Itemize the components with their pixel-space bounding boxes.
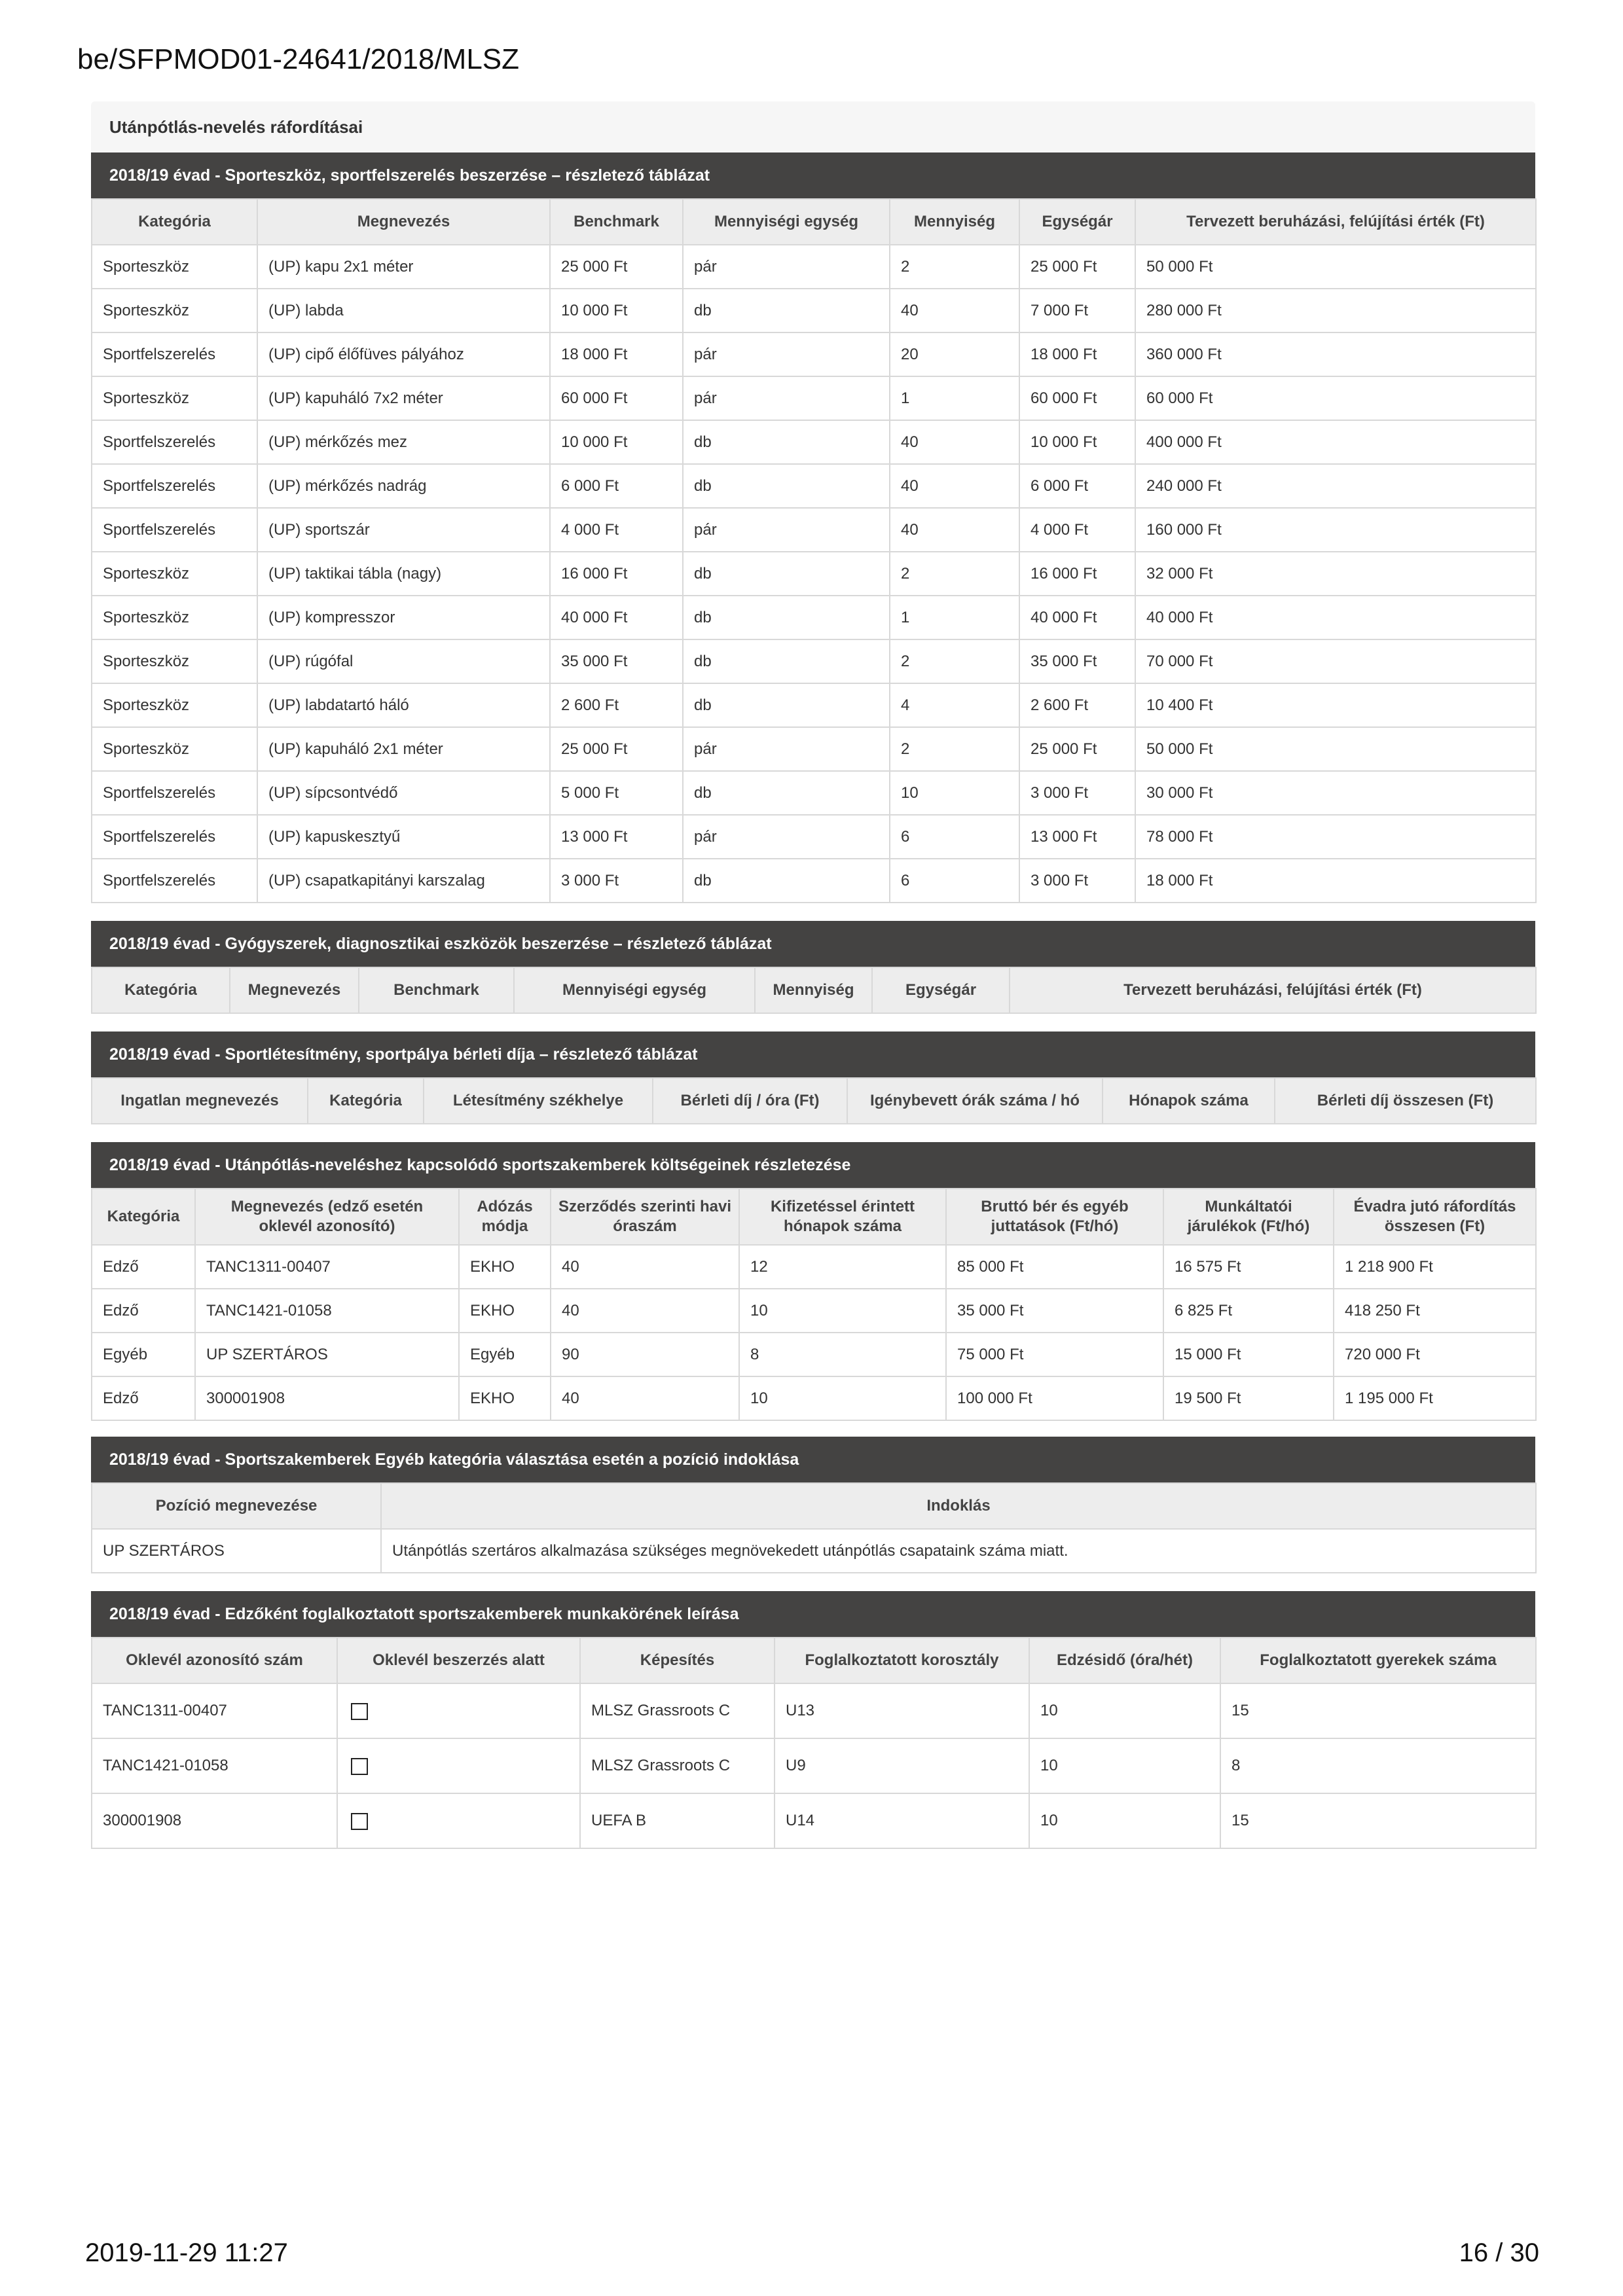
table-cell: 10 bbox=[890, 771, 1019, 815]
column-header: Tervezett beruházási, felújítási érték (Ft) bbox=[1135, 199, 1536, 245]
table-cell: Sportfelszerelés bbox=[92, 859, 257, 903]
table-row bbox=[92, 1376, 1536, 1420]
table-cell: Edző bbox=[92, 1245, 195, 1289]
table-row bbox=[92, 683, 1536, 727]
table-cell: 16 000 Ft bbox=[550, 552, 683, 596]
table-cell: pár bbox=[683, 376, 890, 420]
table-cell: 6 000 Ft bbox=[1019, 464, 1135, 508]
table-cell: Utánpótlás szertáros alkalmazása szükséges megnövekedett utánpótlás csapataink száma miatt. bbox=[381, 1529, 1536, 1573]
column-header: Kifizetéssel érintett hónapok száma bbox=[739, 1189, 946, 1245]
table-cell: (UP) labda bbox=[257, 289, 550, 332]
table-cell: 40 bbox=[890, 508, 1019, 552]
table-cell: 40 000 Ft bbox=[550, 596, 683, 639]
table-cell: 25 000 Ft bbox=[550, 245, 683, 289]
table-row bbox=[92, 596, 1536, 639]
table-cell: 18 000 Ft bbox=[1019, 332, 1135, 376]
table-cell: 40 bbox=[890, 289, 1019, 332]
other-position-table-title: 2018/19 évad - Sportszakemberek Egyéb kategória választása esetén a pozíció indoklása bbox=[91, 1437, 1535, 1482]
column-header: Évadra jutó ráfordítás összesen (Ft) bbox=[1334, 1189, 1536, 1245]
table-cell: (UP) taktikai tábla (nagy) bbox=[257, 552, 550, 596]
table-cell: U13 bbox=[775, 1683, 1029, 1738]
table-cell: 16 575 Ft bbox=[1163, 1245, 1334, 1289]
table-cell: 13 000 Ft bbox=[550, 815, 683, 859]
table-cell: 25 000 Ft bbox=[550, 727, 683, 771]
table-cell: db bbox=[683, 683, 890, 727]
table-cell: Sportfelszerelés bbox=[92, 508, 257, 552]
table-row bbox=[92, 1738, 1536, 1793]
table-cell: (UP) sportszár bbox=[257, 508, 550, 552]
rental-header-row bbox=[92, 1078, 1536, 1124]
table-cell: Sporteszköz bbox=[92, 683, 257, 727]
table-cell: Sportfelszerelés bbox=[92, 771, 257, 815]
table-cell: 6 bbox=[890, 859, 1019, 903]
table-cell: 1 195 000 Ft bbox=[1334, 1376, 1536, 1420]
table-cell: 2 bbox=[890, 639, 1019, 683]
table-row bbox=[92, 376, 1536, 420]
table-cell: 6 825 Ft bbox=[1163, 1289, 1334, 1333]
column-header: Foglalkoztatott gyerekek száma bbox=[1220, 1638, 1536, 1683]
table-cell: MLSZ Grassroots C bbox=[580, 1738, 775, 1793]
table-cell: 300001908 bbox=[92, 1793, 337, 1848]
table-cell: 13 000 Ft bbox=[1019, 815, 1135, 859]
table-cell: UP SZERTÁROS bbox=[195, 1333, 459, 1376]
table-cell: 50 000 Ft bbox=[1135, 727, 1536, 771]
rental-table bbox=[91, 1077, 1537, 1124]
table-cell: 40 bbox=[551, 1376, 739, 1420]
table-cell: 3 000 Ft bbox=[1019, 771, 1135, 815]
column-header: Munkáltatói járulékok (Ft/hó) bbox=[1163, 1189, 1334, 1245]
in-progress-cell bbox=[337, 1793, 580, 1848]
coaches-header-row bbox=[92, 1638, 1536, 1683]
column-header: Bérleti díj / óra (Ft) bbox=[653, 1078, 847, 1124]
column-header: Adózás módja bbox=[459, 1189, 551, 1245]
table-cell: 60 000 Ft bbox=[550, 376, 683, 420]
table-cell: (UP) kapuháló 7x2 méter bbox=[257, 376, 550, 420]
table-cell: 2 600 Ft bbox=[1019, 683, 1135, 727]
table-cell: 7 000 Ft bbox=[1019, 289, 1135, 332]
table-cell: 400 000 Ft bbox=[1135, 420, 1536, 464]
other-position-table bbox=[91, 1482, 1537, 1573]
table-cell: 4 000 Ft bbox=[1019, 508, 1135, 552]
table-cell: db bbox=[683, 289, 890, 332]
table-cell: 5 000 Ft bbox=[550, 771, 683, 815]
table-cell: 1 bbox=[890, 596, 1019, 639]
table-cell: 32 000 Ft bbox=[1135, 552, 1536, 596]
table-cell: pár bbox=[683, 245, 890, 289]
table-cell: EKHO bbox=[459, 1376, 551, 1420]
footer-page-number: 16 / 30 bbox=[1459, 2238, 1539, 2267]
table-cell: 10 bbox=[1029, 1683, 1220, 1738]
table-cell: Sportfelszerelés bbox=[92, 815, 257, 859]
table-row bbox=[92, 859, 1536, 903]
table-cell: 2 600 Ft bbox=[550, 683, 683, 727]
table-cell: 300001908 bbox=[195, 1376, 459, 1420]
table-cell: 85 000 Ft bbox=[946, 1245, 1163, 1289]
other-position-header-row bbox=[92, 1483, 1536, 1529]
column-header: Szerződés szerinti havi óraszám bbox=[551, 1189, 739, 1245]
table-cell: 2 bbox=[890, 727, 1019, 771]
table-cell: 10 bbox=[1029, 1738, 1220, 1793]
table-cell: 40 bbox=[551, 1289, 739, 1333]
column-header: Benchmark bbox=[359, 967, 514, 1013]
column-header: Foglalkoztatott korosztály bbox=[775, 1638, 1029, 1683]
table-cell: 3 000 Ft bbox=[1019, 859, 1135, 903]
table-cell: 4 000 Ft bbox=[550, 508, 683, 552]
table-cell: (UP) kompresszor bbox=[257, 596, 550, 639]
column-header: Mennyiségi egység bbox=[683, 199, 890, 245]
table-cell: pár bbox=[683, 727, 890, 771]
table-cell: 10 bbox=[739, 1376, 946, 1420]
table-cell: 10 400 Ft bbox=[1135, 683, 1536, 727]
table-cell: 1 218 900 Ft bbox=[1334, 1245, 1536, 1289]
section-title: Utánpótlás-nevelés ráfordításai bbox=[91, 101, 1535, 152]
table-cell: 10 000 Ft bbox=[1019, 420, 1135, 464]
table-cell: U14 bbox=[775, 1793, 1029, 1848]
table-cell: 78 000 Ft bbox=[1135, 815, 1536, 859]
table-cell: Sporteszköz bbox=[92, 596, 257, 639]
equipment-header-row bbox=[92, 199, 1536, 245]
table-cell: 90 bbox=[551, 1333, 739, 1376]
table-cell: Sporteszköz bbox=[92, 245, 257, 289]
table-cell: 40 bbox=[890, 420, 1019, 464]
table-row bbox=[92, 815, 1536, 859]
column-header: Benchmark bbox=[550, 199, 683, 245]
table-cell: 60 000 Ft bbox=[1135, 376, 1536, 420]
table-cell: (UP) kapuháló 2x1 méter bbox=[257, 727, 550, 771]
table-cell: 100 000 Ft bbox=[946, 1376, 1163, 1420]
column-header: Igénybevett órák száma / hó bbox=[847, 1078, 1103, 1124]
column-header: Kategória bbox=[92, 967, 230, 1013]
table-cell: UP SZERTÁROS bbox=[92, 1529, 381, 1573]
column-header: Kategória bbox=[308, 1078, 424, 1124]
table-cell: 40 000 Ft bbox=[1019, 596, 1135, 639]
column-header: Ingatlan megnevezés bbox=[92, 1078, 308, 1124]
table-cell: Egyéb bbox=[459, 1333, 551, 1376]
column-header: Hónapok száma bbox=[1103, 1078, 1275, 1124]
column-header: Bérleti díj összesen (Ft) bbox=[1275, 1078, 1536, 1124]
table-cell: 40 000 Ft bbox=[1135, 596, 1536, 639]
table-row bbox=[92, 1333, 1536, 1376]
medicine-table bbox=[91, 967, 1537, 1014]
table-cell: (UP) rúgófal bbox=[257, 639, 550, 683]
in-progress-cell bbox=[337, 1683, 580, 1738]
table-cell: 25 000 Ft bbox=[1019, 727, 1135, 771]
table-cell: 18 000 Ft bbox=[1135, 859, 1536, 903]
table-cell: Edző bbox=[92, 1376, 195, 1420]
coaches-table bbox=[91, 1637, 1537, 1849]
column-header: Képesítés bbox=[580, 1638, 775, 1683]
table-cell: 30 000 Ft bbox=[1135, 771, 1536, 815]
table-row bbox=[92, 289, 1536, 332]
checkbox[interactable] bbox=[351, 1703, 368, 1720]
table-cell: 25 000 Ft bbox=[1019, 245, 1135, 289]
table-cell: Edző bbox=[92, 1289, 195, 1333]
table-cell: db bbox=[683, 420, 890, 464]
table-cell: 70 000 Ft bbox=[1135, 639, 1536, 683]
table-cell: (UP) sípcsontvédő bbox=[257, 771, 550, 815]
table-cell: 40 bbox=[551, 1245, 739, 1289]
table-row bbox=[92, 245, 1536, 289]
table-cell: 2 bbox=[890, 552, 1019, 596]
table-row bbox=[92, 1245, 1536, 1289]
column-header: Mennyiségi egység bbox=[514, 967, 755, 1013]
staff-costs-table bbox=[91, 1188, 1537, 1421]
table-cell: 8 bbox=[739, 1333, 946, 1376]
table-cell: 12 bbox=[739, 1245, 946, 1289]
table-row bbox=[92, 1289, 1536, 1333]
medicine-table-title: 2018/19 évad - Gyógyszerek, diagnosztikai eszközök beszerzése – részletező táblázat bbox=[91, 921, 1535, 967]
table-cell: db bbox=[683, 859, 890, 903]
table-cell: (UP) mérkőzés nadrág bbox=[257, 464, 550, 508]
table-cell: EKHO bbox=[459, 1245, 551, 1289]
column-header: Kategória bbox=[92, 199, 257, 245]
table-cell: 240 000 Ft bbox=[1135, 464, 1536, 508]
column-header: Egységár bbox=[1019, 199, 1135, 245]
table-cell: 50 000 Ft bbox=[1135, 245, 1536, 289]
table-cell: 35 000 Ft bbox=[1019, 639, 1135, 683]
in-progress-cell bbox=[337, 1738, 580, 1793]
table-cell: EKHO bbox=[459, 1289, 551, 1333]
table-cell: db bbox=[683, 639, 890, 683]
table-cell: 60 000 Ft bbox=[1019, 376, 1135, 420]
table-cell: db bbox=[683, 771, 890, 815]
medicine-header-row bbox=[92, 967, 1536, 1013]
equipment-table bbox=[91, 198, 1537, 903]
table-cell: Sporteszköz bbox=[92, 639, 257, 683]
column-header: Pozíció megnevezése bbox=[92, 1483, 381, 1529]
table-cell: 3 000 Ft bbox=[550, 859, 683, 903]
column-header: Egységár bbox=[872, 967, 1010, 1013]
column-header: Indoklás bbox=[381, 1483, 1536, 1529]
column-header: Megnevezés (edző esetén oklevél azonosító) bbox=[195, 1189, 459, 1245]
table-cell: 35 000 Ft bbox=[550, 639, 683, 683]
table-cell: Sporteszköz bbox=[92, 552, 257, 596]
table-cell: (UP) csapatkapitányi karszalag bbox=[257, 859, 550, 903]
table-cell: 280 000 Ft bbox=[1135, 289, 1536, 332]
table-cell: Egyéb bbox=[92, 1333, 195, 1376]
table-cell: 418 250 Ft bbox=[1334, 1289, 1536, 1333]
table-row bbox=[92, 727, 1536, 771]
table-cell: (UP) labdatartó háló bbox=[257, 683, 550, 727]
table-row bbox=[92, 464, 1536, 508]
table-cell: 2 bbox=[890, 245, 1019, 289]
table-cell: 8 bbox=[1220, 1738, 1536, 1793]
table-cell: UEFA B bbox=[580, 1793, 775, 1848]
table-cell: pár bbox=[683, 332, 890, 376]
table-cell: 360 000 Ft bbox=[1135, 332, 1536, 376]
table-cell: 15 000 Ft bbox=[1163, 1333, 1334, 1376]
column-header: Oklevél beszerzés alatt bbox=[337, 1638, 580, 1683]
equipment-table-title: 2018/19 évad - Sporteszköz, sportfelszerelés beszerzése – részletező táblázat bbox=[91, 152, 1535, 198]
table-cell: 16 000 Ft bbox=[1019, 552, 1135, 596]
column-header: Kategória bbox=[92, 1189, 195, 1245]
table-cell: db bbox=[683, 552, 890, 596]
table-cell: 18 000 Ft bbox=[550, 332, 683, 376]
table-cell: db bbox=[683, 596, 890, 639]
table-cell: 19 500 Ft bbox=[1163, 1376, 1334, 1420]
table-cell: 10 000 Ft bbox=[550, 420, 683, 464]
table-cell: TANC1311-00407 bbox=[195, 1245, 459, 1289]
coaches-table-title: 2018/19 évad - Edzőként foglalkoztatott sportszakemberek munkakörének leírása bbox=[91, 1591, 1535, 1637]
table-cell: Sporteszköz bbox=[92, 727, 257, 771]
table-cell: TANC1311-00407 bbox=[92, 1683, 337, 1738]
table-row bbox=[92, 332, 1536, 376]
table-cell: (UP) kapuskesztyű bbox=[257, 815, 550, 859]
table-cell: 35 000 Ft bbox=[946, 1289, 1163, 1333]
table-cell: (UP) kapu 2x1 méter bbox=[257, 245, 550, 289]
table-row bbox=[92, 639, 1536, 683]
table-cell: 1 bbox=[890, 376, 1019, 420]
column-header: Mennyiség bbox=[890, 199, 1019, 245]
table-cell: 10 bbox=[1029, 1793, 1220, 1848]
table-row bbox=[92, 552, 1536, 596]
table-cell: 40 bbox=[890, 464, 1019, 508]
table-cell: 4 bbox=[890, 683, 1019, 727]
table-cell: 10 000 Ft bbox=[550, 289, 683, 332]
table-cell: 6 000 Ft bbox=[550, 464, 683, 508]
table-cell: Sporteszköz bbox=[92, 289, 257, 332]
table-row bbox=[92, 771, 1536, 815]
column-header: Oklevél azonosító szám bbox=[92, 1638, 337, 1683]
staff-costs-header-row bbox=[92, 1189, 1536, 1245]
column-header: Megnevezés bbox=[230, 967, 359, 1013]
table-cell: 15 bbox=[1220, 1683, 1536, 1738]
document-id: be/SFPMOD01-24641/2018/MLSZ bbox=[77, 43, 520, 75]
main-content bbox=[91, 101, 1535, 1849]
table-cell: Sportfelszerelés bbox=[92, 332, 257, 376]
table-cell: 720 000 Ft bbox=[1334, 1333, 1536, 1376]
table-row bbox=[92, 1529, 1536, 1573]
checkbox[interactable] bbox=[351, 1758, 368, 1775]
table-cell: (UP) cipő élőfüves pályához bbox=[257, 332, 550, 376]
table-cell: TANC1421-01058 bbox=[195, 1289, 459, 1333]
table-cell: 10 bbox=[739, 1289, 946, 1333]
table-cell: Sporteszköz bbox=[92, 376, 257, 420]
table-cell: Sportfelszerelés bbox=[92, 464, 257, 508]
table-cell: pár bbox=[683, 508, 890, 552]
table-row bbox=[92, 1793, 1536, 1848]
column-header: Megnevezés bbox=[257, 199, 550, 245]
column-header: Tervezett beruházási, felújítási érték (Ft) bbox=[1010, 967, 1536, 1013]
table-cell: 6 bbox=[890, 815, 1019, 859]
table-row bbox=[92, 508, 1536, 552]
table-cell: U9 bbox=[775, 1738, 1029, 1793]
column-header: Edzésidő (óra/hét) bbox=[1029, 1638, 1220, 1683]
table-cell: 15 bbox=[1220, 1793, 1536, 1848]
table-cell: Sportfelszerelés bbox=[92, 420, 257, 464]
table-cell: (UP) mérkőzés mez bbox=[257, 420, 550, 464]
table-cell: pár bbox=[683, 815, 890, 859]
table-row bbox=[92, 1683, 1536, 1738]
table-row bbox=[92, 420, 1536, 464]
table-cell: MLSZ Grassroots C bbox=[580, 1683, 775, 1738]
table-cell: db bbox=[683, 464, 890, 508]
rental-table-title: 2018/19 évad - Sportlétesítmény, sportpálya bérleti díja – részletező táblázat bbox=[91, 1031, 1535, 1077]
staff-costs-table-title: 2018/19 évad - Utánpótlás-neveléshez kapcsolódó sportszakemberek költségeinek részletezése bbox=[91, 1142, 1535, 1188]
table-cell: 20 bbox=[890, 332, 1019, 376]
column-header: Mennyiség bbox=[755, 967, 872, 1013]
table-cell: 160 000 Ft bbox=[1135, 508, 1536, 552]
footer-date: 2019-11-29 11:27 bbox=[85, 2238, 288, 2267]
column-header: Bruttó bér és egyéb juttatások (Ft/hó) bbox=[946, 1189, 1163, 1245]
checkbox[interactable] bbox=[351, 1813, 368, 1830]
table-cell: TANC1421-01058 bbox=[92, 1738, 337, 1793]
column-header: Létesítmény székhelye bbox=[424, 1078, 653, 1124]
table-cell: 75 000 Ft bbox=[946, 1333, 1163, 1376]
